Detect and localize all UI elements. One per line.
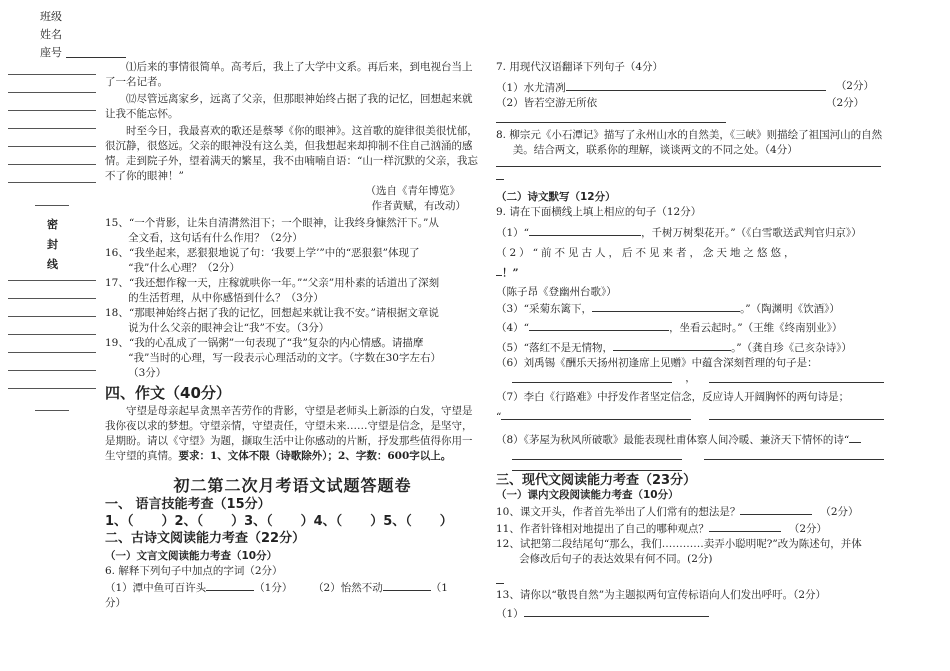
question-6a: （1）潭中鱼可百许头 — [105, 582, 207, 594]
answer-line-12[interactable] — [496, 583, 504, 584]
answer-blank-11[interactable] — [709, 520, 781, 532]
seat-field[interactable] — [66, 57, 126, 58]
question-8: 8. 柳宗元《小石潭记》描写了永州山水的自然美，《三峡》则描绘了祖国河山的自然美。结合两文，联系你的理解，谈谈两文的不同之处。（4分） — [496, 129, 883, 156]
question-19-cont: “我”当时的心理，写一段表示心理活动的文字。（字数在30字左右） — [128, 352, 441, 364]
question-6a-points: （1分） — [254, 582, 293, 594]
right-column — [496, 60, 884, 622]
poem-line-7: （7）李白《行路难》中抒发作者坚定信念，反应诗人开阔胸怀的两句诗是； — [496, 391, 850, 403]
essay-heading: 四、作文（40分） — [105, 384, 231, 402]
answer-blank-9-5[interactable] — [613, 339, 731, 351]
seat-label: 座号 — [40, 46, 62, 59]
answer-blank-6b[interactable] — [383, 579, 431, 591]
section-1-heading: 一、 语言技能考查（15分） — [105, 497, 271, 512]
question-13-answer-1-label: （1） — [496, 608, 524, 620]
poem-line-4 — [496, 319, 884, 336]
passage-source: （选自《青年博览》 — [365, 185, 460, 197]
section-3-heading: 三、现代文阅读能力考查（23分） — [496, 473, 697, 488]
binding-line — [8, 164, 96, 165]
poem-line-5-prefix: （5）“落红不是无情物， — [496, 342, 614, 354]
poem-line-1 — [496, 224, 884, 241]
answer-blank-9-6a[interactable] — [512, 371, 672, 383]
question-18-cont: 说为什么父亲的眼神会让“我”不安。（3分） — [128, 322, 330, 334]
answer-blank-9-7b[interactable] — [709, 408, 884, 420]
poem-line-4-suffix: ，坐看云起时。”（王维《终南别业》） — [669, 322, 843, 334]
answer-blank-9-8a[interactable] — [849, 431, 861, 443]
answer-line-8[interactable] — [496, 166, 881, 167]
question-6b: （2）怡然不动 — [313, 582, 383, 594]
answer-slot-2[interactable]: ）2、（ — [161, 514, 204, 529]
binding-line — [8, 110, 96, 111]
question-12-cont: 会修改后句子的表达效果有何不同。(2分) — [519, 553, 713, 565]
binding-line — [8, 388, 96, 389]
answer-blank-9-3[interactable] — [592, 300, 740, 312]
question-6b-points: （1 — [430, 582, 448, 594]
question-7a: （1）水尤清冽 — [496, 82, 566, 94]
binding-line — [8, 128, 96, 129]
poem-line-2-end-row — [496, 264, 884, 281]
section-2-1-heading: （一）文言文阅读能力考查（10分） — [105, 550, 278, 562]
passage-para-13: 时至今日，我最喜欢的歌还是蔡琴《你的眼神》。这首歌的旋律很美很忧郁，很沉静，很悠远。父亲的眼神没有这么美，但我想起来却抑制不住自己汹涌的感情。走到院子外，望着满天的繁星，我不由喃喃自语：“山一样沉默的父亲，我忘不了你的眼神！” — [105, 125, 478, 182]
seal-char-mi: 密 — [47, 218, 58, 231]
binding-line — [35, 205, 69, 206]
poem-line-8-answers — [496, 448, 884, 460]
binding-line — [8, 280, 96, 281]
binding-line — [8, 370, 96, 371]
seal-char-feng: 封 — [47, 238, 58, 251]
question-11-text: 11、作者针锋相对地提出了自己的哪种观点？ — [496, 523, 709, 535]
question-11-points: （2分） — [788, 523, 828, 535]
poem-line-8-answer-end[interactable] — [512, 470, 682, 471]
answer-blank-7b[interactable] — [496, 111, 726, 123]
question-17: 17、“我还想作稼一天，庄稼就哄你一年。”“父亲”用朴素的话道出了深刻 — [105, 277, 440, 289]
poem-line-6-comma: ， — [685, 372, 696, 384]
answer-sheet-title: 初二第二次月考语文试题答题卷 — [173, 476, 412, 495]
binding-line — [8, 182, 96, 183]
question-16: 16、“我坐起来，恶狠狠地说了句：‘我要上学’”中的“恶狠狠”体现了 — [105, 247, 420, 259]
poem-line-5-suffix: 。”（龚自珍《己亥杂诗》） — [731, 342, 852, 354]
passage-author: 作者黄赋，有改动） — [371, 200, 466, 212]
section-1-answer-row — [105, 514, 480, 529]
essay-body: 守望是母亲起早贪黑辛苦劳作的背影，守望是老师头上新添的白发，守望是我你夜以求的梦想。守望亲情，守望责任，守望未来……守望是信念，是坚守，是期盼。请以《守望》为题，撷取生活中让你感动的片断，抒发那些值得你用一生守望的真情。 — [105, 405, 473, 462]
section-2-heading: 二、古诗文阅读能力考查（22分） — [105, 531, 306, 546]
poem-line-2 — [496, 246, 884, 261]
question-18: 18、“那眼神始终占据了我的记忆，回想起来就让我不安。”请根据文章说 — [105, 307, 439, 319]
question-11 — [496, 520, 884, 537]
answer-slot-5[interactable]: ）5、（ — [370, 514, 412, 529]
question-10-points: （2分） — [820, 506, 859, 518]
binding-line — [8, 92, 96, 93]
answer-blank-6a[interactable] — [206, 579, 254, 591]
question-17-cont: 的生活哲理，从中你感悟到什么？（3分） — [128, 292, 324, 304]
question-12: 12、试把第二段结尾句“那么，我们…………卖弄小聪明呢?”改为陈述句，并体 — [496, 538, 862, 550]
question-6-row — [105, 579, 480, 596]
question-16-cont: “我”什么心理？（2分） — [128, 262, 241, 274]
binding-line — [35, 410, 69, 411]
poem-line-6: （6）刘禹锡《酬乐天扬州初逢席上见赠》中蕴含深刻哲理的句子是： — [496, 357, 818, 369]
section-3-1-heading: （一）课内文段阅读能力考查（10分） — [496, 489, 679, 501]
answer-slot-3[interactable]: ）3、（ — [231, 514, 273, 529]
poem-line-6-answers — [496, 371, 884, 386]
question-6: 6. 解释下列句子中加点的字词（2分） — [105, 565, 283, 577]
poem-line-1-prefix: （1）“ — [496, 227, 530, 239]
answer-blank-9-4[interactable] — [529, 319, 669, 331]
question-7a-row — [496, 79, 884, 96]
poem-section-heading: （二）诗文默写（12分） — [496, 191, 616, 203]
poem-line-8 — [496, 431, 884, 448]
question-13: 13、请你以“敬畏自然”为主题拟两句宣传标语向人们发出呼吁。（2分） — [496, 589, 827, 601]
poem-line-8-text: （8）《茅屋为秋风所破歌》最能表现杜甫体察人间冷暖、兼济天下情怀的诗“ — [496, 434, 850, 446]
question-7b-row — [496, 96, 884, 128]
question-19-points: （3分） — [128, 367, 167, 379]
answer-slot-end: ） — [439, 514, 453, 529]
question-6b-points-cont: 分） — [105, 597, 126, 609]
question-7b-points: （2分） — [825, 97, 865, 109]
binding-line — [8, 352, 96, 353]
binding-line — [8, 146, 96, 147]
class-label: 班级 — [40, 10, 62, 23]
essay-requirements: 要求：1、文体不限（诗歌除外）；2、字数：600字以上。 — [178, 450, 452, 462]
question-15: 15、“一个背影，让朱自清潸然泪下；一个眼神，让我终身慷然汗下。”从 — [105, 217, 439, 229]
poem-line-4-prefix: （4）“ — [496, 322, 530, 334]
answer-blank-7a[interactable] — [566, 79, 826, 91]
poem-line-2-text: （2）“前不见古人，后不见来者，念天地之悠悠， — [496, 247, 798, 259]
poem-line-1-suffix: ，千树万树梨花开。”（《白雪歌送武判官归京》） — [641, 227, 862, 239]
question-10 — [496, 503, 884, 520]
poem-line-3 — [496, 300, 884, 317]
answer-blank-9-6b[interactable] — [709, 371, 884, 383]
essay-prompt — [105, 404, 480, 464]
binding-line — [8, 74, 96, 75]
question-7a-points: （2分） — [835, 80, 874, 92]
poem-line-7-answers: “ — [496, 408, 884, 425]
passage-para-11: ⑴后来的事情很简单。高考后，我上了大学中文系。再后来，到电视台当上了一名记者。 — [105, 61, 473, 88]
poem-line-3-prefix: （3）“采菊东篱下， — [496, 303, 593, 315]
poem-line-2-end: ！” — [502, 267, 519, 279]
answer-blank-13-1[interactable] — [524, 605, 709, 617]
answer-slot-1[interactable]: 1、（ — [105, 514, 134, 529]
answer-blank-10[interactable] — [740, 503, 812, 515]
answer-blank-9-7a[interactable] — [501, 408, 691, 420]
question-9: 9. 请在下面横线上填上相应的句子（12分） — [496, 206, 702, 218]
answer-blank-9-1[interactable] — [529, 224, 641, 236]
question-19: 19、“我的心乱成了一锅粥”一句表现了“我”复杂的内心情感。请描摩 — [105, 337, 424, 349]
passage-para-12: ⑿尽管远离家乡，远离了父亲，但那眼神始终占据了我的记忆，回想起来就让我不能忘怀。 — [105, 93, 473, 120]
poem-line-2-source: （陈子昂《登幽州台歌》） — [496, 286, 617, 298]
binding-line — [8, 316, 96, 317]
answer-line-8b[interactable] — [496, 179, 504, 180]
seal-char-xian: 线 — [47, 258, 58, 271]
left-column — [105, 60, 480, 611]
question-10-text: 10、课文开头，作者首先举出了人们常有的想法是？ — [496, 506, 741, 518]
question-13-answer-1 — [496, 605, 884, 622]
answer-slot-4[interactable]: ）4、（ — [300, 514, 343, 529]
binding-line — [8, 334, 96, 335]
question-15-cont: 全文看，这句话有什么作用？（2分） — [128, 232, 303, 244]
poem-line-3-suffix: 。”（陶渊明《饮酒》） — [740, 303, 840, 315]
poem-line-5 — [496, 339, 884, 356]
question-7: 7. 用现代汉语翻译下列句子（4分） — [496, 61, 664, 73]
answer-blank-9-8c[interactable] — [704, 448, 884, 460]
name-label: 姓名 — [40, 28, 62, 41]
question-7b: （2）皆若空游无所依 — [496, 97, 598, 109]
binding-line — [8, 298, 96, 299]
answer-blank-9-8b[interactable] — [512, 448, 682, 460]
